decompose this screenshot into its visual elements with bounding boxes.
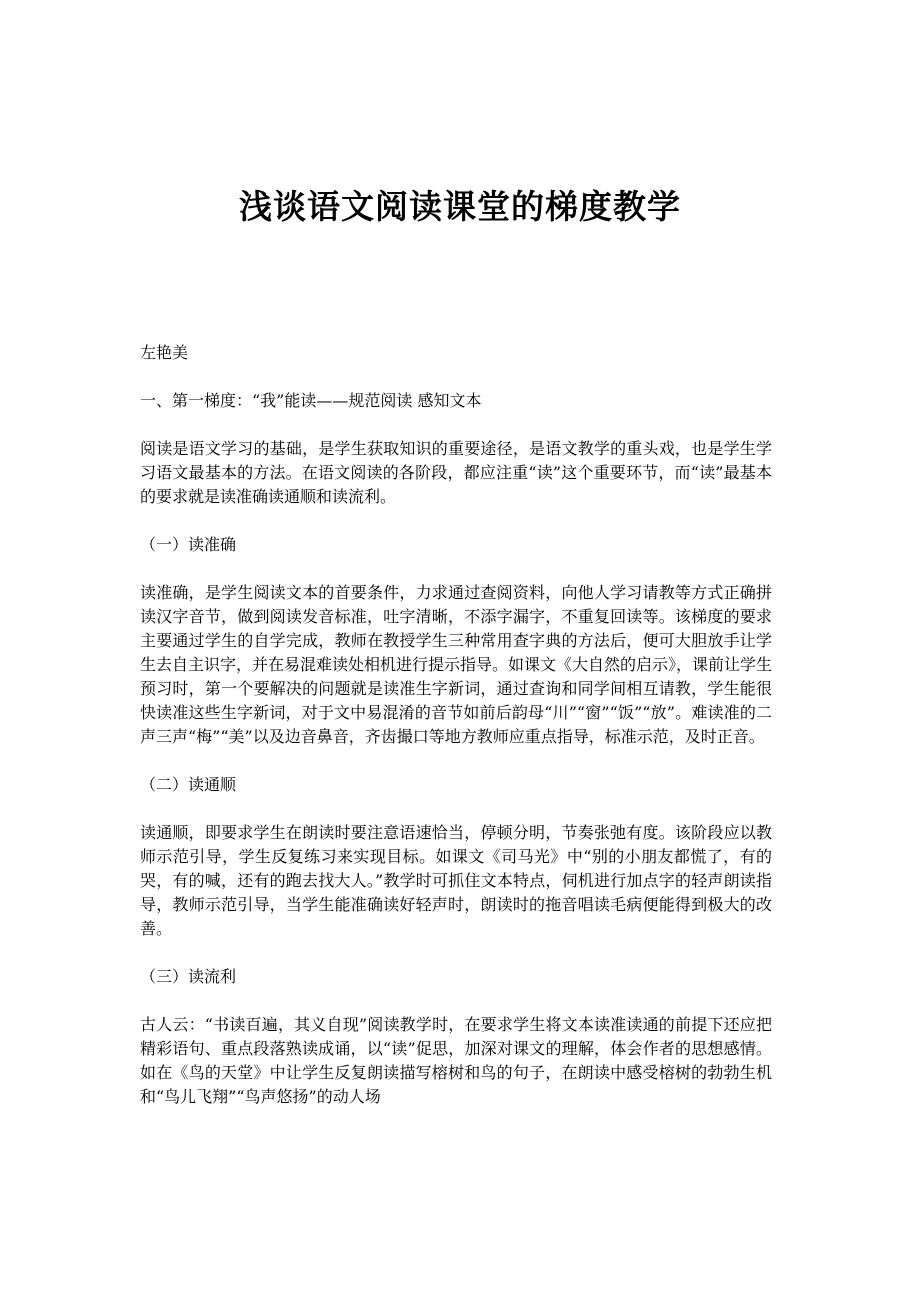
document-title: 浅谈语文阅读课堂的梯度教学 [239, 187, 681, 226]
intro-paragraph: 阅读是语文学习的基础，是学生获取知识的重要途径，是语文教学的重头戏，也是学生学习语文最基本的方法。在语文阅读的各阶段，都应注重“读”这个重要环节，而“读”最基本的要求就是读准确读通顺和读流利。 [140, 439, 772, 506]
paragraph-read-fluently: 古人云：“书读百遍，其义自现”阅读教学时，在要求学生将文本读准读通的前提下还应把精彩语句、重点段落熟读成诵，以“读”促思，加深对课文的理解，体会作者的思想感情。如在《鸟的天堂》中让学生反复朗读描写榕树和鸟的句子，在朗读中感受榕树的勃勃生机和“鸟儿飞翔”“鸟声悠扬”的动人场 [140, 1015, 772, 1106]
section-heading-1: 一、第一梯度：“我”能读——规范阅读 感知文本 [140, 391, 482, 410]
subheading-read-fluently: （三）读流利 [140, 967, 237, 986]
document-body [140, 341, 772, 1133]
paragraph-read-smoothly: 读通顺，即要求学生在朗读时要注意语速恰当，停顿分明，节奏张弛有度。该阶段应以教师示范引导，学生反复练习来实现目标。如课文《司马光》中“别的小朋友都慌了，有的哭，有的喊，还有的跑去找大人。”教学时可抓住文本特点，伺机进行加点字的轻声朗读指导，教师示范引导，当学生能准确读好轻声时，朗读时的拖音唱读毛病便能得到极大的改善。 [140, 823, 772, 938]
subheading-read-smoothly: （二）读通顺 [140, 775, 237, 794]
paragraph-read-accurately: 读准确，是学生阅读文本的首要条件，力求通过查阅资料，向他人学习请教等方式正确拼读汉字音节，做到阅读发音标准，吐字清晰，不添字漏字，不重复回读等。该梯度的要求主要通过学生的自学完成，教师在教授学生三种常用查字典的方法后，便可大胆放手让学生去自主识字，并在易混难读处相机进行提示指导。如课文《大自然的启示》，课前让学生预习时，第一个要解决的问题就是读准生字新词，通过查询和同学间相互请教，学生能很快读准这些生字新词，对于文中易混淆的音节如前后韵母“川”“窗”“饭”“放”。难读准的二声三声“梅”“美”以及边音鼻音，齐齿撮口等地方教师应重点指导，标准示范，及时正音。 [140, 583, 773, 746]
author-name: 左艳美 [140, 343, 189, 362]
subheading-read-accurately: （一）读准确 [140, 535, 237, 554]
